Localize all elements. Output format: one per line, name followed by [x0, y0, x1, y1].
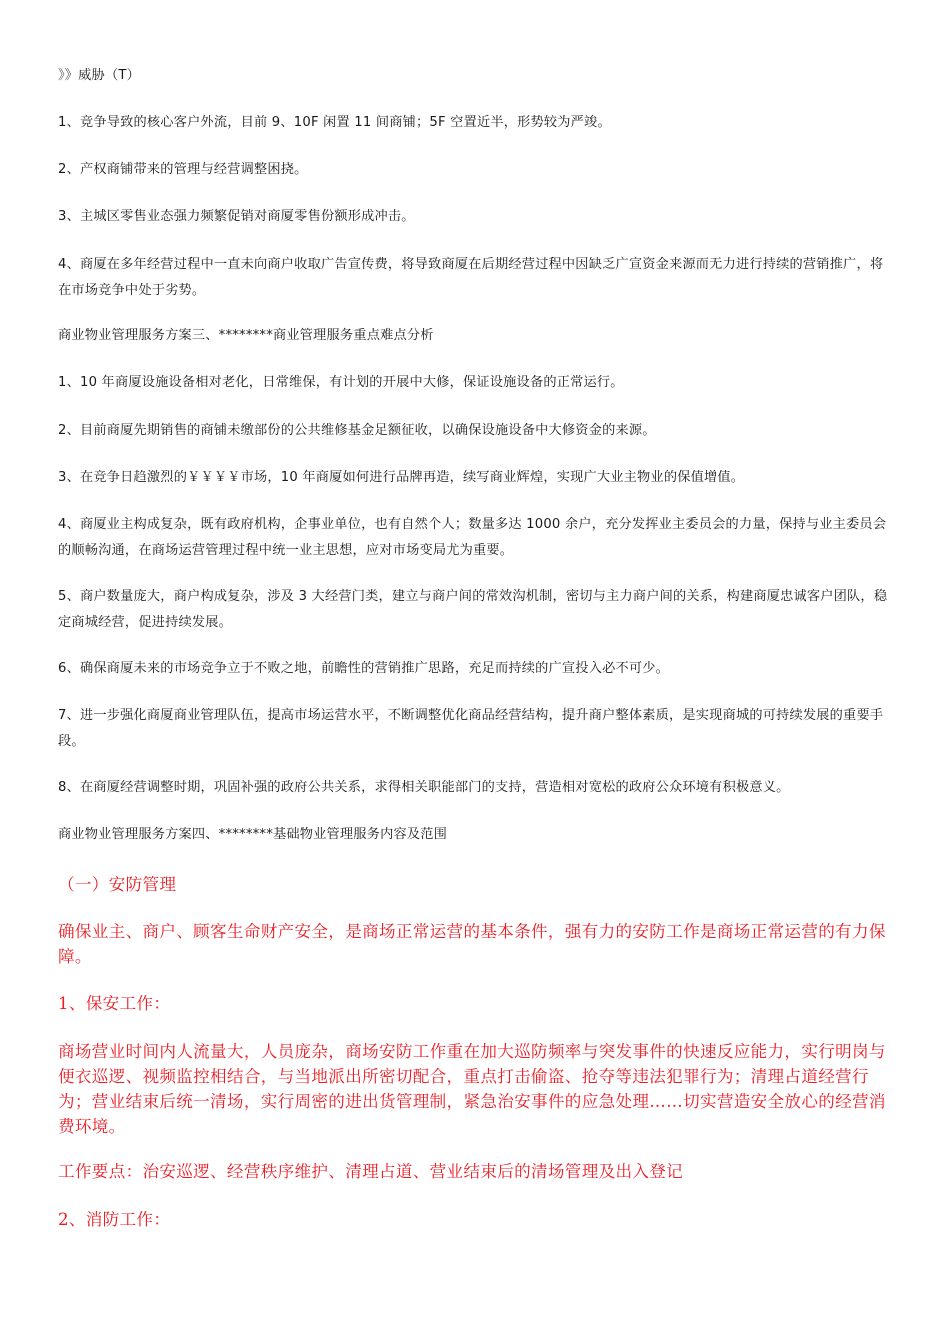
- security-heading: （一）安防管理: [58, 875, 177, 894]
- key-points: 工作要点：治安巡逻、经营秩序维护、清理占道、营业结束后的清场管理及出入登记: [58, 1162, 684, 1181]
- section3-item-2: 2、目前商厦先期销售的商铺未缴部份的公共维修基金足额征收，以确保设施设备中大修资金的来源。: [58, 423, 656, 438]
- section3-title: 商业物业管理服务方案三、********商业管理服务重点难点分析: [58, 328, 434, 343]
- threat-heading: 》》威胁（T）: [58, 68, 140, 83]
- guard-heading: 1、保安工作：: [58, 994, 171, 1013]
- section4-title: 商业物业管理服务方案四、********基础物业管理服务内容及范围: [58, 827, 448, 842]
- section3-item-6: 6、确保商厦未来的市场竞争立于不败之地，前瞻性的营销推广思路，充足而持续的广宣投入必不可少。: [58, 661, 670, 676]
- section3-item-5: 5、商户数量庞大，商户构成复杂，涉及 3 大经营门类，建立与商户间的常效沟机制，密切与主力商户间的关系，构建商厦忠诚客户团队，稳定商城经营，促进持续发展。: [58, 589, 888, 630]
- section3-item-1: 1、10 年商厦设施设备相对老化，日常维保，有计划的开展中大修，保证设施设备的正常运行。: [58, 375, 624, 390]
- guard-text: 商场营业时间内人流量大，人员庞杂，商场安防工作重在加大巡防频率与突发事件的快速反应能力，实行明岗与便衣巡逻、视频监控相结合，与当地派出所密切配合，重点打击偷盗、抢夺等违法犯罪行为；清理占道经营行为；营业结束后统一清场，实行周密的进出货管理制，紧急治安事件的应急处理……切实营造安全放心的经营消费环境。: [58, 1042, 886, 1136]
- threat-item-3: 3、主城区零售业态强力频繁促销对商厦零售份额形成冲击。: [58, 209, 415, 224]
- section3-item-3: 3、在竞争日趋激烈的￥￥￥￥市场，10 年商厦如何进行品牌再造，续写商业辉煌，实现广大业主物业的保值增值。: [58, 470, 745, 485]
- threat-item-4: 4、商厦在多年经营过程中一直未向商户收取广告宣传费，将导致商厦在后期经营过程中因缺乏广宣资金来源而无力进行持续的营销推广，将在市场竞争中处于劣势。: [58, 257, 884, 298]
- threat-item-1: 1、竞争导致的核心客户外流，目前 9、10F 闲置 11 间商铺；5F 空置近半，形势较为严竣。: [58, 115, 611, 130]
- fire-heading: 2、消防工作：: [58, 1210, 171, 1229]
- section3-item-8: 8、在商厦经营调整时期，巩固补强的政府公共关系，求得相关职能部门的支持，营造相对宽松的政府公众环境有积极意义。: [58, 780, 790, 795]
- security-intro: 确保业主、商户、顾客生命财产安全，是商场正常运营的基本条件，强有力的安防工作是商场正常运营的有力保障。: [58, 922, 886, 966]
- section3-item-7: 7、进一步强化商厦商业管理队伍，提高市场运营水平，不断调整优化商品经营结构，提升商户整体素质，是实现商城的可持续发展的重要手段。: [58, 708, 884, 749]
- threat-item-2: 2、产权商铺带来的管理与经营调整困挠。: [58, 162, 308, 177]
- section3-item-4: 4、商厦业主构成复杂，既有政府机构，企事业单位，也有自然个人；数量多达 1000 余户，充分发挥业主委员会的力量，保持与业主委员会的顺畅沟通，在商场运营管理过程中统一业主思想，应对市场变局尤为重要。: [58, 517, 887, 558]
